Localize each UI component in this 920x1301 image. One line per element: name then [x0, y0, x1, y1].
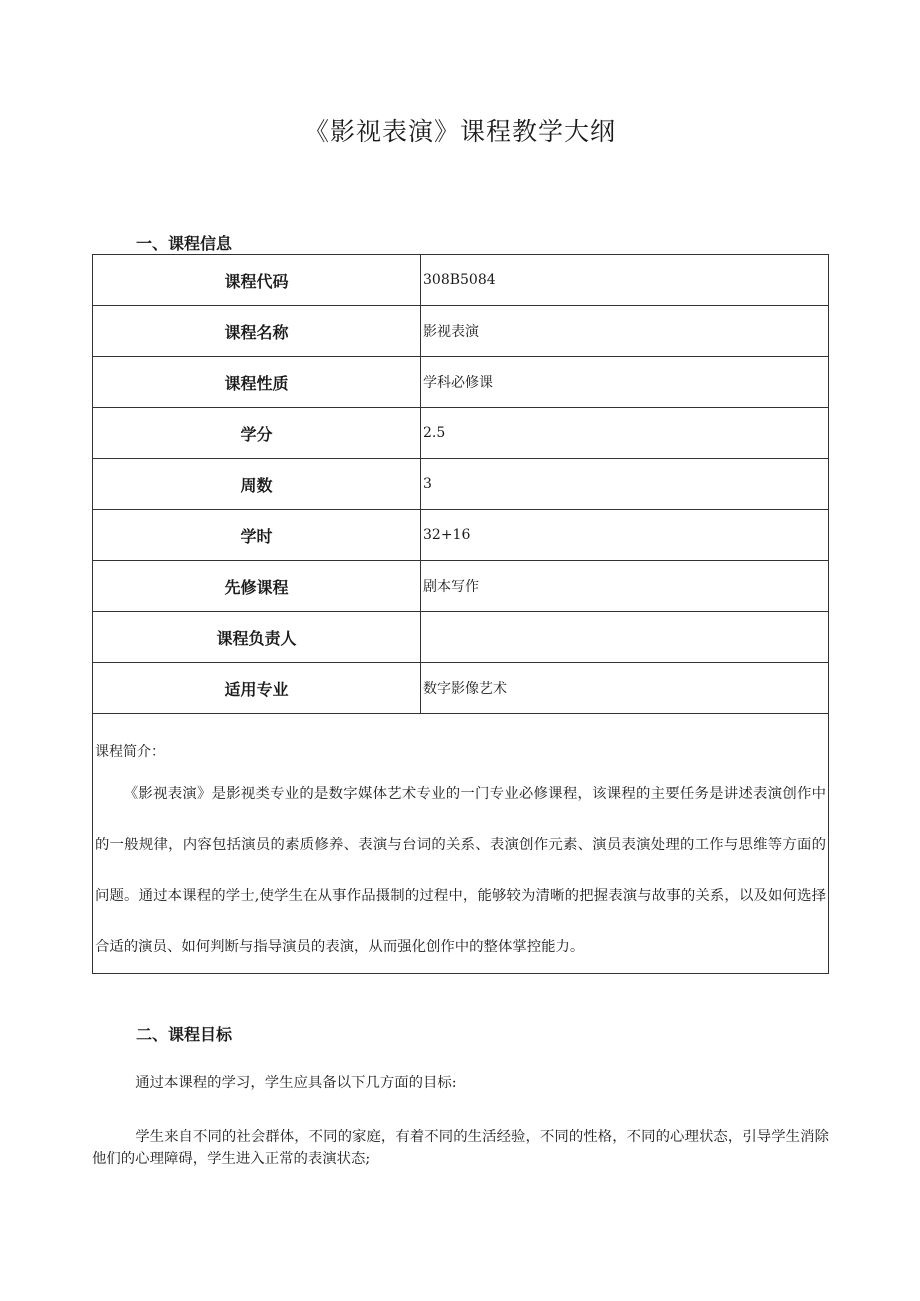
table-row [93, 510, 829, 561]
course-intro-text: 《影视表演》是影视类专业的是数字媒体艺术专业的一门专业必修课程，该课程的主要任务是讲述表演创作中的一般规律，内容包括演员的素质修养、表演与台词的关系、表演创作元素、演员表演处理的工作与思维等方面的问题。通过本课程的学士,使学生在从事作品摄制的过程中，能够较为清晰的把握表演与故事的关系，以及如何选择合适的演员、如何判断与指导演员的表演，从而强化创作中的整体掌控能力。 [95, 786, 826, 955]
field-value: 影视表演 [421, 306, 829, 357]
field-value [421, 612, 829, 663]
field-value: 32+16 [421, 510, 829, 561]
course-intro-cell [93, 714, 829, 974]
field-label: 课程性质 [93, 357, 421, 408]
table-row [93, 408, 829, 459]
goal-paragraph-1: 学生来自不同的社会群体，不同的家庭，有着不同的生活经验，不同的性格，不同的心理状态，引导学生消除他们的心理障碍，学生进入正常的表演状态; [92, 1129, 829, 1167]
table-row [93, 357, 829, 408]
field-value: 学科必修课 [421, 357, 829, 408]
field-label: 学分 [93, 408, 421, 459]
table-row [93, 255, 829, 306]
field-value: 2.5 [421, 408, 829, 459]
field-label: 学时 [93, 510, 421, 561]
field-label: 周数 [93, 459, 421, 510]
course-info-table [92, 254, 829, 974]
table-row [93, 459, 829, 510]
field-label: 课程代码 [93, 255, 421, 306]
course-intro-label: 课程简介： [95, 744, 165, 760]
table-row [93, 612, 829, 663]
field-value: 3 [421, 459, 829, 510]
field-label: 课程负责人 [93, 612, 421, 663]
document-title: 《影视表演》课程教学大纲 [303, 117, 616, 146]
table-row [93, 663, 829, 714]
table-row [93, 561, 829, 612]
field-value: 数字影像艺术 [421, 663, 829, 714]
field-value: 剧本写作 [421, 561, 829, 612]
table-row [93, 306, 829, 357]
field-label: 先修课程 [93, 561, 421, 612]
section-heading-course-goals: 二、课程目标 [136, 1025, 233, 1044]
field-label: 课程名称 [93, 306, 421, 357]
field-value: 308B5084 [421, 255, 829, 306]
field-label: 适用专业 [93, 663, 421, 714]
course-intro-row [93, 714, 829, 974]
goal-intro-paragraph: 通过本课程的学习，学生应具备以下几方面的目标: [135, 1075, 457, 1091]
section-heading-course-info: 一、课程信息 [136, 234, 233, 253]
